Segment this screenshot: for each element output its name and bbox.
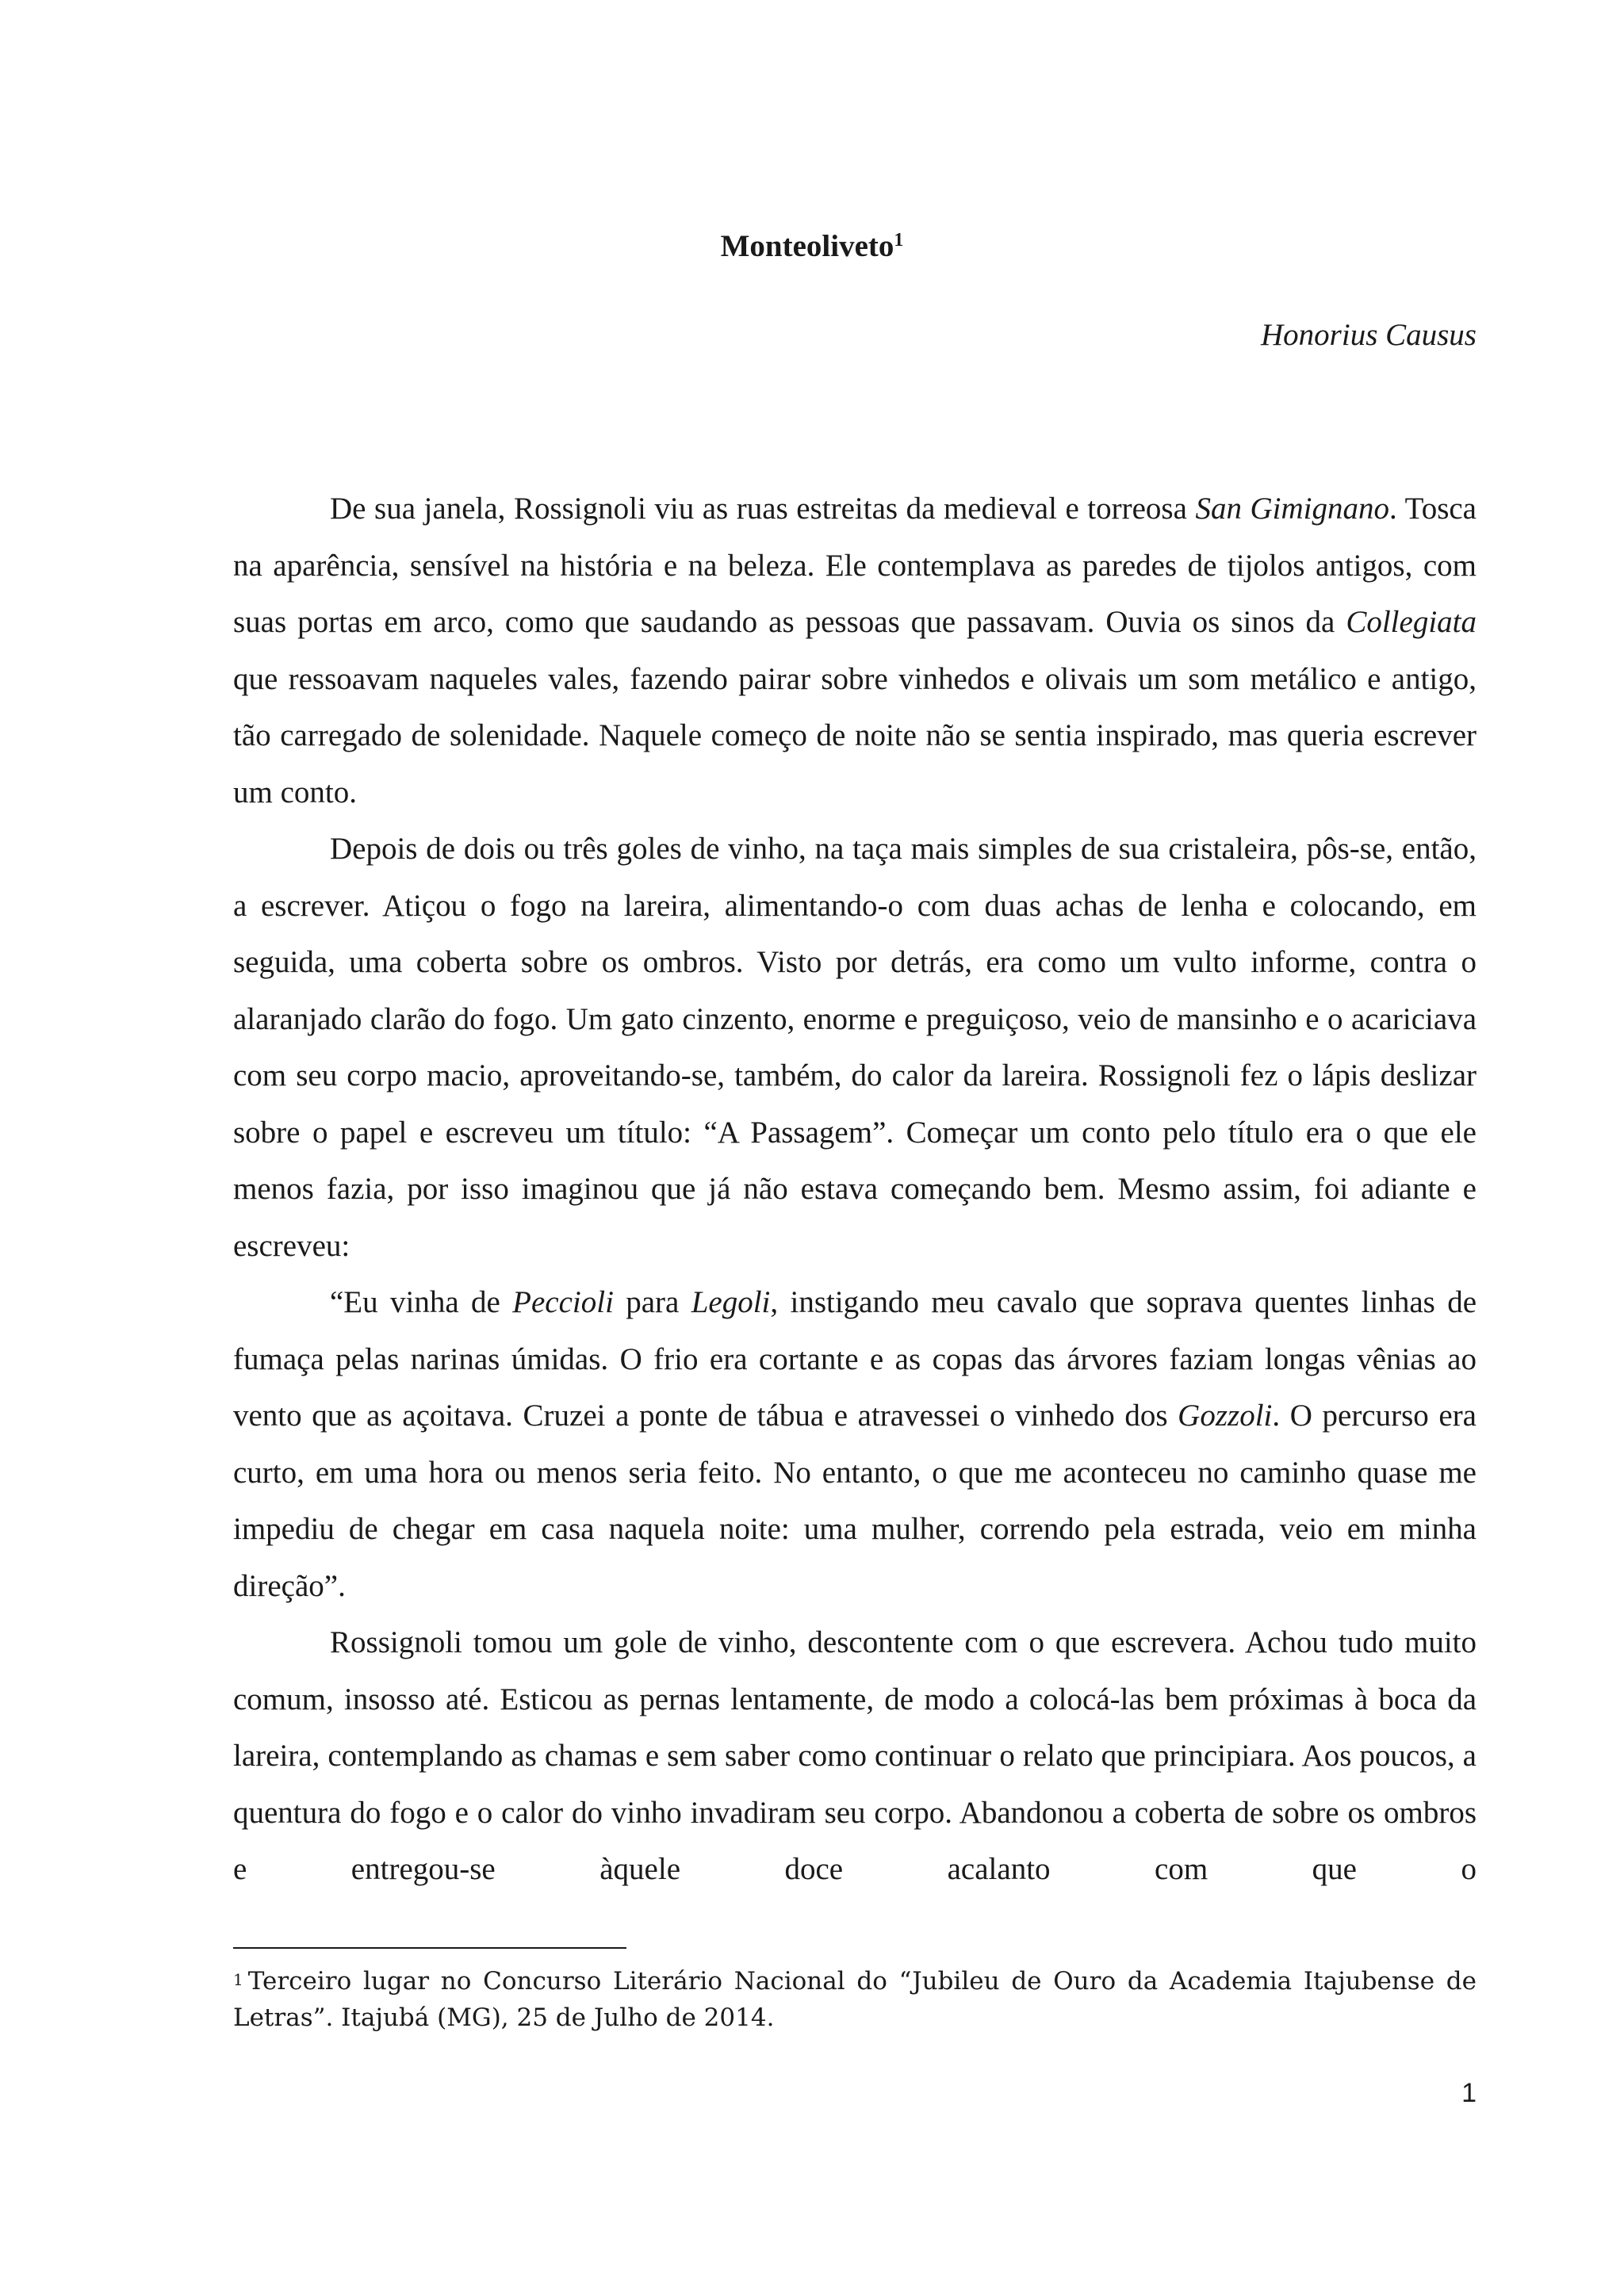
footnote-text: Terceiro lugar no Concurso Literário Nacional do “Jubileu de Ouro da Academia Itajubense de Letras”. Itajubá (MG), 25 de Julho de 2014. — [233, 1967, 1477, 2032]
author-name: Honorius Causus — [1261, 318, 1477, 352]
title-footnote-mark: 1 — [894, 230, 904, 251]
text-run: De sua janela, Rossignoli viu as ruas estreitas da medieval e torreosa — [330, 492, 1196, 526]
text-run: , instigando meu cavalo que soprava quentes linhas de fumaça pelas narinas úmidas. O frio era cortante e as copas das árvores faziam longas vênias ao vento que as açoitava. Cruzei a ponte de tábua e atravessei o vinhedo dos — [233, 1285, 1477, 1433]
title-text: Monteoliveto — [720, 229, 894, 263]
paragraph-2 — [233, 821, 1477, 1274]
paragraph-4 — [233, 1614, 1477, 1898]
text-run: Depois de dois ou três goles de vinho, na taça mais simples de sua cristaleira, pôs-se, então, a escrever. Atiçou o fogo na lareira, alimentando-o com duas achas de lenha e colocando, em seguida, uma coberta sobre os ombros. Visto por detrás, era como um vulto informe, contra o alaranjado clarão do fogo. Um gato cinzento, enorme e preguiçoso, veio de mansinho e o acariciava com seu corpo macio, aproveitando-se, também, do calor da lareira. Rossignoli fez o lápis deslizar sobre o papel e escreveu um título: “A Passagem”. Começar um conto pelo título era o que ele menos fazia, por isso imaginou que já não estava começando bem. Mesmo assim, foi adiante e escreveu: — [233, 832, 1477, 1263]
text-run: “Eu vinha de — [330, 1285, 513, 1319]
italic-text-run: Collegiata — [1346, 605, 1477, 639]
italic-text-run: Gozzoli — [1178, 1399, 1273, 1433]
paragraph-1 — [233, 480, 1477, 821]
italic-text-run: Peccioli — [512, 1285, 614, 1319]
paragraph-3 — [233, 1274, 1477, 1614]
footnote-mark: 1 — [233, 1970, 243, 1989]
text-run: que ressoavam naqueles vales, fazendo pairar sobre vinhedos e olivais um som metálico e antigo, tão carregado de solenidade. Naquele começo de noite não se sentia inspirado, mas queria escrever um conto. — [233, 661, 1477, 809]
body-text — [233, 480, 1477, 1898]
document-title — [0, 227, 1624, 266]
text-run: Rossignoli tomou um gole de vinho, descontente com o que escrevera. Achou tudo muito comum, insosso até. Esticou as pernas lentamente, de modo a colocá-las bem próximas à boca da lareira, contemplando as chamas e sem saber como continuar o relato que principiara. Aos poucos, a quentura do fogo e o calor do vinho invadiram seu corpo. Abandonou a coberta de sobre os ombros e entregou-se àquele doce acalanto com que o — [233, 1625, 1477, 1886]
text-run: . O percurso era curto, em uma hora ou menos seria feito. No entanto, o que me aconteceu no caminho quase me impediu de chegar em casa naquela noite: uma mulher, correndo pela estrada, veio em minha direção”. — [233, 1399, 1477, 1603]
italic-text-run: Legoli — [691, 1285, 771, 1319]
text-run: . Tosca na aparência, sensível na história e na beleza. Ele contemplava as paredes de tijolos antigos, com suas portas em arco, como que saudando as pessoas que passavam. Ouvia os sinos da — [233, 492, 1477, 639]
footnote — [233, 1963, 1477, 2036]
text-run: para — [613, 1285, 691, 1319]
page-number: 1 — [1461, 2078, 1477, 2108]
italic-text-run: San Gimignano — [1195, 492, 1389, 526]
footnote-separator — [233, 1947, 626, 1949]
